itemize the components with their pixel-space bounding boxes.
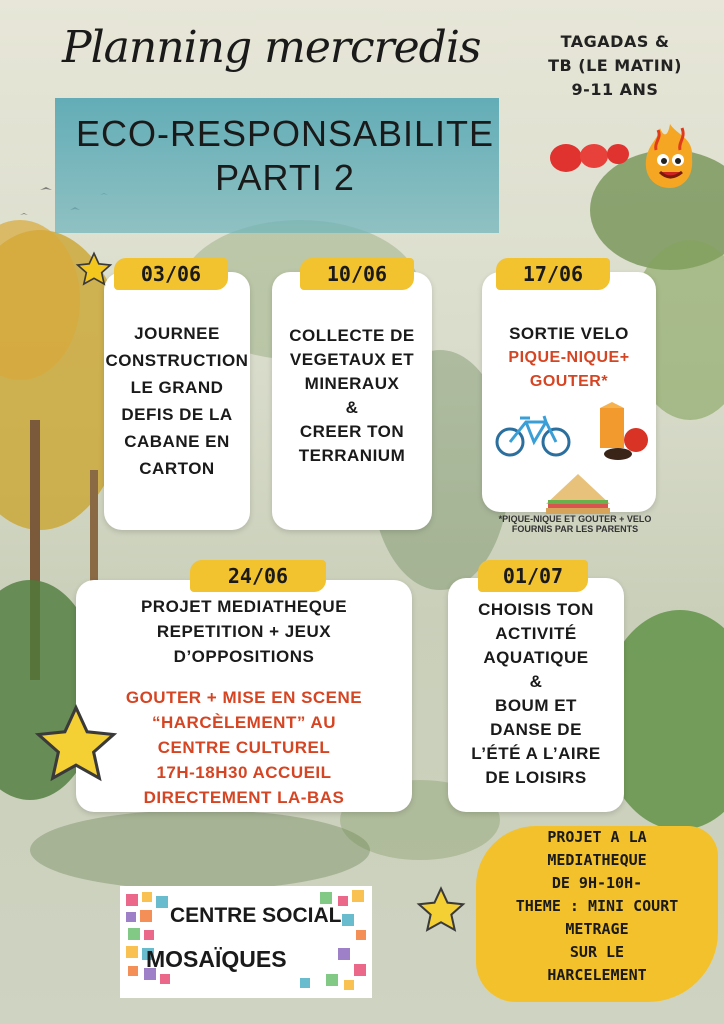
card-text: SORTIE VELO <box>509 324 629 343</box>
bonus-text: PROJET A LA MEDIATHEQUE DE 9H-10H- THEME : MINI COURT METRAGE SUR LE HARCELEMENT <box>515 828 679 984</box>
date-tag: 01/07 <box>478 560 588 592</box>
date-tag: 24/06 <box>190 560 326 592</box>
card-highlight: GOUTER + MISE EN SCENE “HARCÈLEMENT” AU CENTRE CULTUREL 17H-18H30 ACCUEIL DIRECTEMENT LA-BAS <box>125 688 363 807</box>
fire-mascot-icon <box>638 120 702 192</box>
logo-line: CENTRE SOCIAL <box>170 904 342 927</box>
activity-card-2406 <box>76 580 412 812</box>
page-title: Planning mercredis <box>62 22 481 73</box>
group-line: TB (LE MATIN) <box>548 56 682 75</box>
logo-line: MOSAÏQUES <box>146 946 287 972</box>
subtitle-line: PARTI 2 <box>215 157 355 198</box>
logo-centre-social <box>120 886 372 998</box>
card-highlight: PIQUE-NIQUE+ GOUTER* <box>508 349 630 390</box>
card-note: *PIQUE-NIQUE ET GOUTER + VELO FOURNIS PAR LES PARENTS <box>498 514 652 534</box>
card-text: JOURNEE CONSTRUCTION LE GRAND DEFIS DE LA CABANE EN CARTON <box>105 324 249 478</box>
bicycle-icon <box>494 410 574 460</box>
card-text: COLLECTE DE VEGETAUX ET MINERAUX & CREER TON TERRANIUM <box>289 326 415 465</box>
card-text: CHOISIS TON ACTIVITÉ AQUATIQUE & BOUM ET DANSE DE L’ÉTÉ A L’AIRE DE LOISIRS <box>471 600 601 787</box>
group-line: TAGADAS & <box>560 32 670 51</box>
card-text: PROJET MEDIATHEQUE REPETITION + JEUX D’OPPOSITIONS <box>140 597 348 666</box>
date-tag: 10/06 <box>300 258 414 290</box>
star-icon <box>74 250 114 290</box>
group-info <box>520 30 710 102</box>
activity-card-0107 <box>448 578 624 812</box>
sandwich-icon <box>542 470 614 516</box>
group-line: 9-11 ANS <box>571 80 659 99</box>
activity-card-1006 <box>272 272 432 530</box>
star-icon <box>414 884 468 938</box>
activity-card-0306 <box>104 272 250 530</box>
date-tag: 17/06 <box>496 258 610 290</box>
star-icon <box>28 700 124 792</box>
juice-apple-icon <box>596 402 658 464</box>
subtitle-line: ECO-RESPONSABILITE <box>75 113 495 154</box>
subtitle <box>40 112 530 200</box>
mosaic-pattern <box>120 886 372 998</box>
strawberry-icon <box>548 138 630 178</box>
date-tag: 03/06 <box>114 258 228 290</box>
